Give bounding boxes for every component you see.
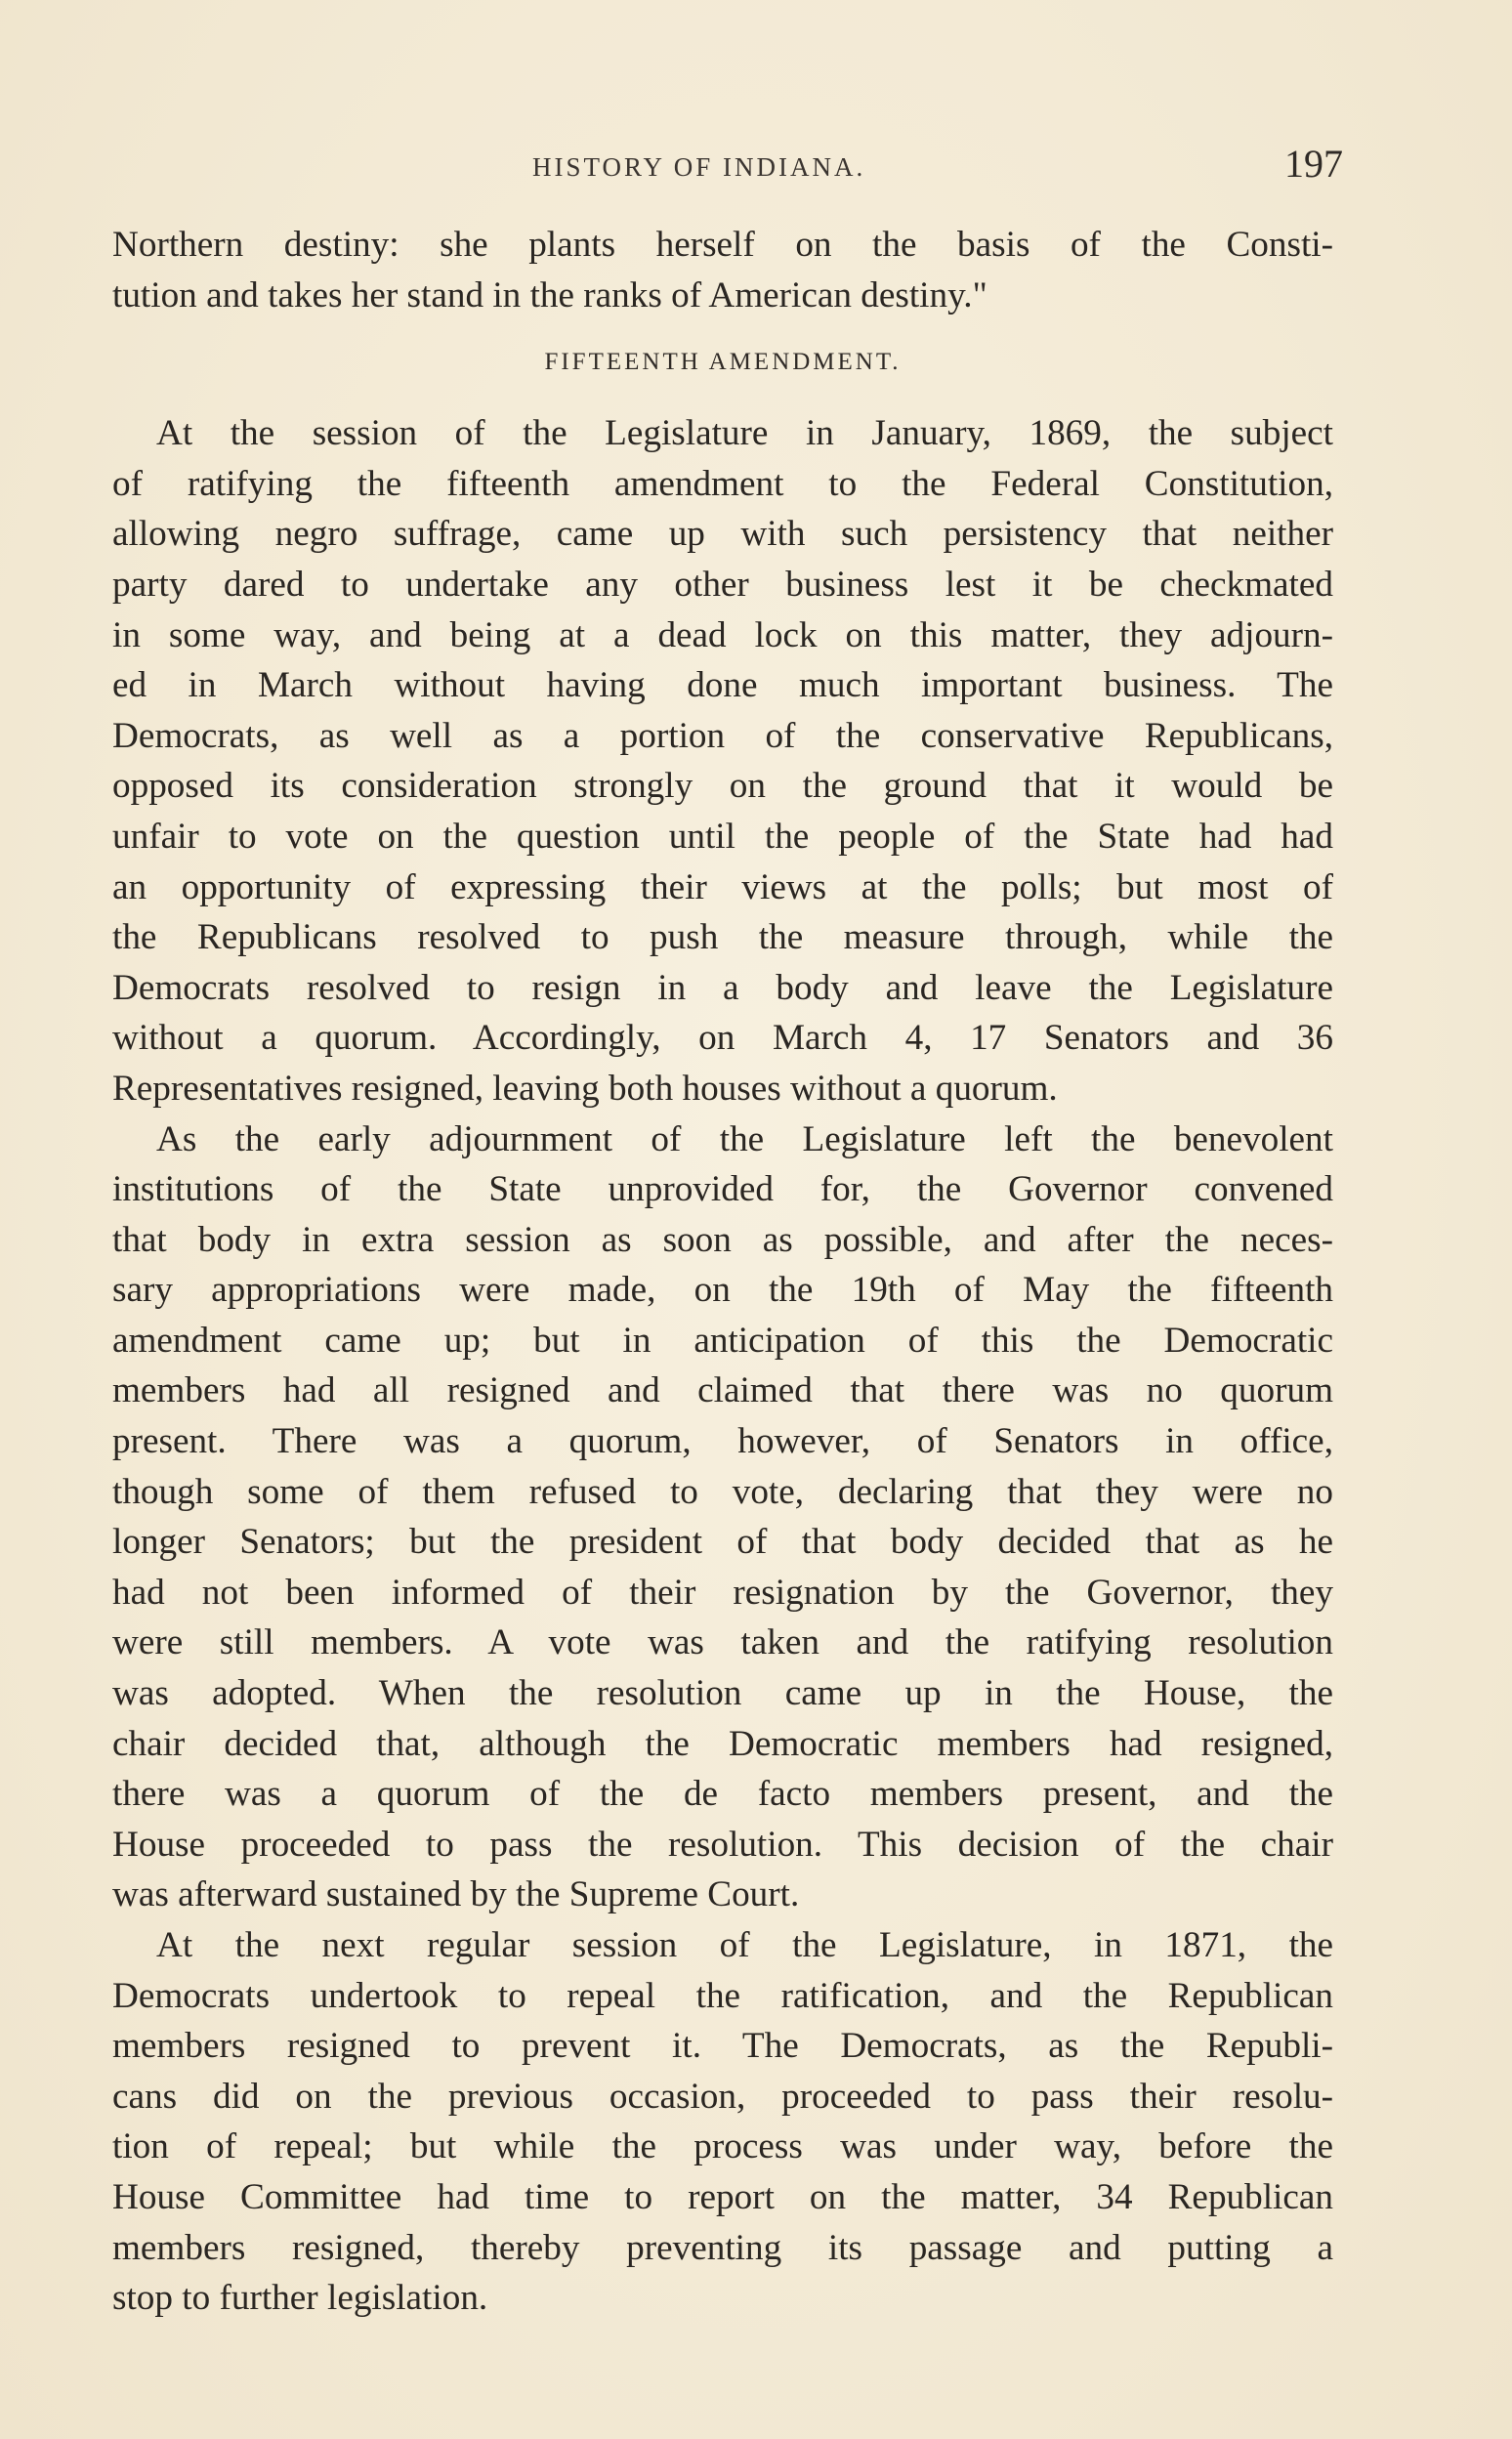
paragraph-extra-session — [112, 1114, 1333, 1921]
page-header — [112, 142, 1343, 195]
text-line: chair decided that, although the Democratic members had resigned, — [112, 1723, 1333, 1764]
text-line: the Republicans resolved to push the measure through, while the — [112, 917, 1333, 958]
text-line: of ratifying the fifteenth amendment to the Federal Constitution, — [112, 463, 1333, 504]
text-line: As the early adjournment of the Legislature left the benevolent — [156, 1118, 1333, 1159]
text-line: Democrats undertook to repeal the ratification, and the Republican — [112, 1975, 1333, 2016]
text-line: tion of repeal; but while the process was under way, before the — [112, 2126, 1333, 2167]
text-line: was afterward sustained by the Supreme Court. — [112, 1874, 800, 1915]
text-line: longer Senators; but the president of that body decided that as he — [112, 1522, 1333, 1563]
text-line: that body in extra session as soon as possible, and after the neces- — [112, 1219, 1333, 1260]
page-number: 197 — [1284, 142, 1343, 186]
text-line: opposed its consideration strongly on the ground that it would be — [112, 766, 1333, 807]
text-line: in some way, and being at a dead lock on this matter, they adjourn- — [112, 614, 1333, 655]
text-line: without a quorum. Accordingly, on March 4, 17 Senators and 36 — [112, 1018, 1333, 1059]
continued-paragraph — [112, 220, 1333, 320]
text-line: were still members. A vote was taken and the ratifying resolution — [112, 1622, 1333, 1663]
text-line: Democrats resolved to resign in a body and leave the Legislature — [112, 967, 1333, 1008]
text-line: Northern destiny: she plants herself on the basis of the Consti- — [112, 225, 1333, 265]
text-line: House proceeded to pass the resolution. This decision of the chair — [112, 1824, 1333, 1865]
text-line: tution and takes her stand in the ranks of American destiny." — [112, 274, 987, 315]
text-line: Democrats, as well as a portion of the conservative Republicans, — [112, 715, 1333, 756]
page-body — [112, 220, 1333, 2324]
text-line: had not been informed of their resignation by the Governor, they — [112, 1572, 1333, 1613]
text-line: members resigned, thereby preventing its passage and putting a — [112, 2227, 1333, 2268]
running-head: HISTORY OF INDIANA. — [532, 152, 866, 182]
text-line: At the session of the Legislature in January, 1869, the subject — [156, 413, 1333, 454]
text-line: unfair to vote on the question until the people of the State had had — [112, 816, 1333, 857]
text-line: members resigned to prevent it. The Democrats, as the Republi- — [112, 2026, 1333, 2067]
text-line: there was a quorum of the de facto members present, and the — [112, 1774, 1333, 1815]
text-line: present. There was a quorum, however, of Senators in office, — [112, 1421, 1333, 1462]
paragraph-1871-session — [112, 1920, 1333, 2324]
section-heading: FIFTEENTH AMENDMENT. — [544, 349, 902, 376]
text-line: House Committee had time to report on the matter, 34 Republican — [112, 2176, 1333, 2217]
text-line: cans did on the previous occasion, proceeded to pass their resolu- — [112, 2076, 1333, 2117]
text-line: an opportunity of expressing their views at the polls; but most of — [112, 866, 1333, 907]
text-line: sary appropriations were made, on the 19th of May the fifteenth — [112, 1270, 1333, 1311]
text-line: though some of them refused to vote, declaring that they were no — [112, 1471, 1333, 1512]
text-line: was adopted. When the resolution came up in the House, the — [112, 1673, 1333, 1714]
text-line: Representatives resigned, leaving both houses without a quorum. — [112, 1068, 1058, 1109]
text-line: allowing negro suffrage, came up with such persistency that neither — [112, 514, 1333, 555]
text-line: At the next regular session of the Legislature, in 1871, the — [156, 1925, 1333, 1965]
text-line: party dared to undertake any other business lest it be checkmated — [112, 564, 1333, 605]
text-line: ed in March without having done much important business. The — [112, 665, 1333, 706]
text-line: institutions of the State unprovided for, the Governor convened — [112, 1169, 1333, 1210]
text-line: members had all resigned and claimed that there was no quorum — [112, 1370, 1333, 1411]
paragraph-1869-session — [112, 408, 1333, 1114]
text-line: amendment came up; but in anticipation of this the Democratic — [112, 1320, 1333, 1361]
text-line: stop to further legislation. — [112, 2278, 488, 2319]
